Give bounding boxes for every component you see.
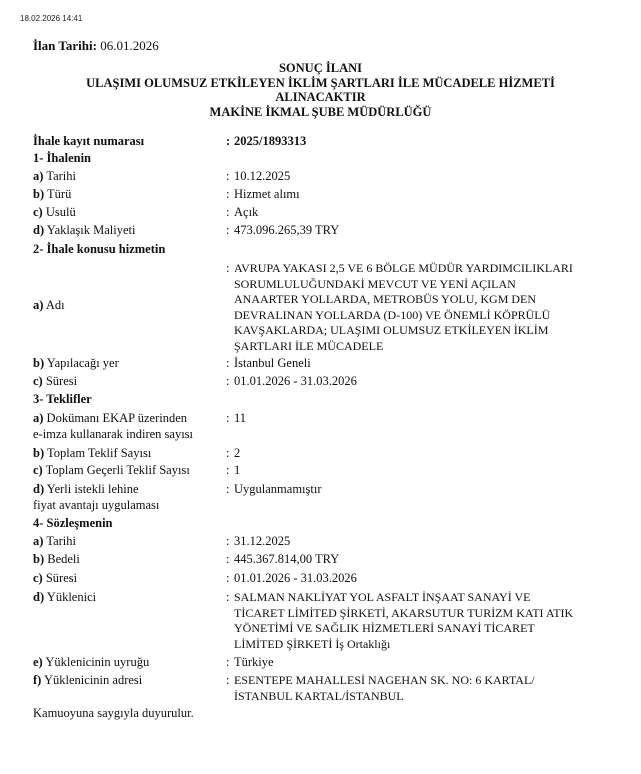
- colon: :: [226, 571, 230, 585]
- item-prefix: a): [33, 298, 44, 312]
- service-duration-label: Süresi: [45, 374, 78, 388]
- print-timestamp: 18.02.2026 14:41: [20, 14, 83, 23]
- service-location-value: İstanbul Geneli: [234, 356, 311, 370]
- title-line-1: SONUÇ İLANI: [278, 61, 362, 75]
- ekap-downloads-label-2: e-imza kullanarak indiren sayısı: [33, 427, 194, 441]
- document-title: [0, 61, 641, 119]
- item-prefix: c): [33, 205, 43, 219]
- colon: :: [226, 356, 230, 370]
- colon: :: [226, 590, 230, 604]
- contractor-address-value: [234, 673, 535, 704]
- service-name-line: AVRUPA YAKASI 2,5 VE 6 BÖLGE MÜDÜR YARDIMCILIKLARI: [234, 261, 573, 275]
- colon: :: [226, 463, 230, 477]
- estimated-cost-value: 473.096.265,39 TRY: [234, 223, 340, 237]
- service-duration-value: 01.01.2026 - 31.03.2026: [234, 374, 357, 388]
- contract-amount-label: Bedeli: [47, 552, 80, 566]
- colon: :: [226, 411, 230, 425]
- colon: :: [226, 374, 230, 388]
- contractor-nationality-label: Yüklenicinin uyruğu: [45, 655, 150, 669]
- closing-note: Kamuoyuna saygıyla duyurulur.: [33, 706, 194, 720]
- section-1-title: 1- İhalenin: [33, 151, 92, 165]
- section-4-title: 4- Sözleşmenin: [33, 516, 113, 530]
- tender-date-label: Tarihi: [46, 169, 76, 183]
- colon: :: [226, 223, 230, 237]
- colon: :: [226, 655, 230, 669]
- item-prefix: f): [33, 673, 42, 687]
- item-prefix: c): [33, 374, 43, 388]
- item-prefix: a): [33, 169, 44, 183]
- contract-duration-label: Süresi: [45, 571, 78, 585]
- colon: :: [226, 261, 230, 275]
- service-location-label: Yapılacağı yer: [46, 356, 119, 370]
- contractor-address-line: İSTANBUL KARTAL/İSTANBUL: [234, 688, 404, 703]
- item-prefix: d): [33, 590, 45, 604]
- item-prefix: b): [33, 446, 45, 460]
- title-line-3: ALINACAKTIR: [275, 90, 366, 104]
- ekap-downloads-value: 11: [234, 411, 247, 425]
- service-name-line: SORUMLULUĞUNDAKİ MEVCUT VE YENİ AÇILAN: [234, 276, 516, 291]
- tender-type-value: Hizmet alımı: [234, 187, 300, 201]
- contract-amount-value: 445.367.814,00 TRY: [234, 552, 340, 566]
- contractor-label: Yüklenici: [46, 590, 97, 604]
- announcement-date: [33, 38, 159, 54]
- item-prefix: c): [33, 571, 43, 585]
- domestic-advantage-label: Yerli istekli lehine: [46, 482, 139, 496]
- estimated-cost-label: Yaklaşık Maliyeti: [46, 223, 136, 237]
- colon: :: [226, 552, 230, 566]
- colon: :: [226, 187, 230, 201]
- item-prefix: a): [33, 411, 44, 425]
- contract-duration-value: 01.01.2026 - 31.03.2026: [234, 571, 357, 585]
- section-3-title: 3- Teklifler: [33, 392, 92, 406]
- contractor-line: TİCARET LİMİTED ŞİRKETİ, AKARSUTUR TURİZM KATI ATIK: [234, 605, 574, 620]
- contractor-address-line: ESENTEPE MAHALLESİ NAGEHAN SK. NO: 6 KARTAL/: [234, 673, 535, 687]
- colon: :: [226, 205, 230, 219]
- contractor-address-label: Yüklenicinin adresi: [44, 673, 143, 687]
- contractor-line: LİMİTED ŞİRKETİ İş Ortaklığı: [234, 636, 391, 651]
- contractor-line: SALMAN NAKLİYAT YOL ASFALT İNŞAAT SANAYİ VE: [234, 590, 531, 604]
- title-line-4: MAKİNE İKMAL ŞUBE MÜDÜRLÜĞÜ: [209, 104, 432, 119]
- colon: :: [226, 482, 230, 496]
- item-prefix: d): [33, 482, 45, 496]
- colon: :: [226, 446, 230, 460]
- item-prefix: b): [33, 356, 45, 370]
- contractor-nationality-value: Türkiye: [234, 655, 274, 669]
- item-prefix: d): [33, 223, 45, 237]
- item-prefix: b): [33, 552, 45, 566]
- item-prefix: c): [33, 463, 43, 477]
- valid-bids-label: Toplam Geçerli Teklif Sayısı: [45, 463, 190, 477]
- service-name-line: KAVŞAKLARDA; ULAŞIMI OLUMSUZ ETKİLEYEN İKLİM: [234, 323, 549, 338]
- contract-date-value: 31.12.2025: [234, 534, 291, 548]
- announcement-date-value: 06.01.2026: [100, 38, 159, 53]
- tender-procedure-value: Açık: [234, 205, 259, 219]
- tender-procedure-label: Usulü: [45, 205, 76, 219]
- valid-bids-value: 1: [234, 463, 241, 477]
- tender-type-label: Türü: [47, 187, 72, 201]
- total-bids-value: 2: [234, 446, 241, 460]
- service-name-label: Adı: [45, 298, 65, 312]
- colon: :: [226, 534, 230, 548]
- colon: :: [226, 134, 231, 148]
- tender-registration-value: 2025/1893313: [234, 134, 307, 148]
- domestic-advantage-label-2: fiyat avantajı uygulaması: [33, 498, 160, 512]
- item-prefix: a): [33, 534, 44, 548]
- item-prefix: e): [33, 655, 43, 669]
- service-name-value: [234, 261, 573, 355]
- service-name-line: ŞARTLARI İLE MÜCADELE: [234, 338, 384, 353]
- contract-date-label: Tarihi: [46, 534, 76, 548]
- tender-registration-label: İhale kayıt numarası: [33, 134, 145, 148]
- colon: :: [226, 169, 230, 183]
- service-name-line: DEVRALINAN YOLLARDA (D-100) VE ÖNEMLİ KÖPRÜLÜ: [234, 307, 551, 322]
- colon: :: [226, 673, 230, 687]
- item-prefix: b): [33, 187, 45, 201]
- section-2-title: 2- İhale konusu hizmetin: [33, 242, 166, 256]
- service-name-line: ANAARTER YOLLARDA, METROBÜS YOLU, KGM DEN: [234, 292, 537, 307]
- contractor-line: YÖNETİMİ VE SAĞLIK HİZMETLERİ SANAYİ TİCARET: [234, 621, 535, 636]
- domestic-advantage-value: Uygulanmamıştır: [234, 482, 322, 496]
- ekap-downloads-label: Dokümanı EKAP üzerinden: [46, 411, 188, 425]
- title-line-2: ULAŞIMI OLUMSUZ ETKİLEYEN İKLİM ŞARTLARI İLE MÜCADELE HİZMETİ: [86, 75, 555, 90]
- contractor-value: [234, 590, 573, 652]
- tender-date-value: 10.12.2025: [234, 169, 291, 183]
- total-bids-label: Toplam Teklif Sayısı: [47, 446, 152, 460]
- announcement-date-label: İlan Tarihi:: [33, 38, 97, 53]
